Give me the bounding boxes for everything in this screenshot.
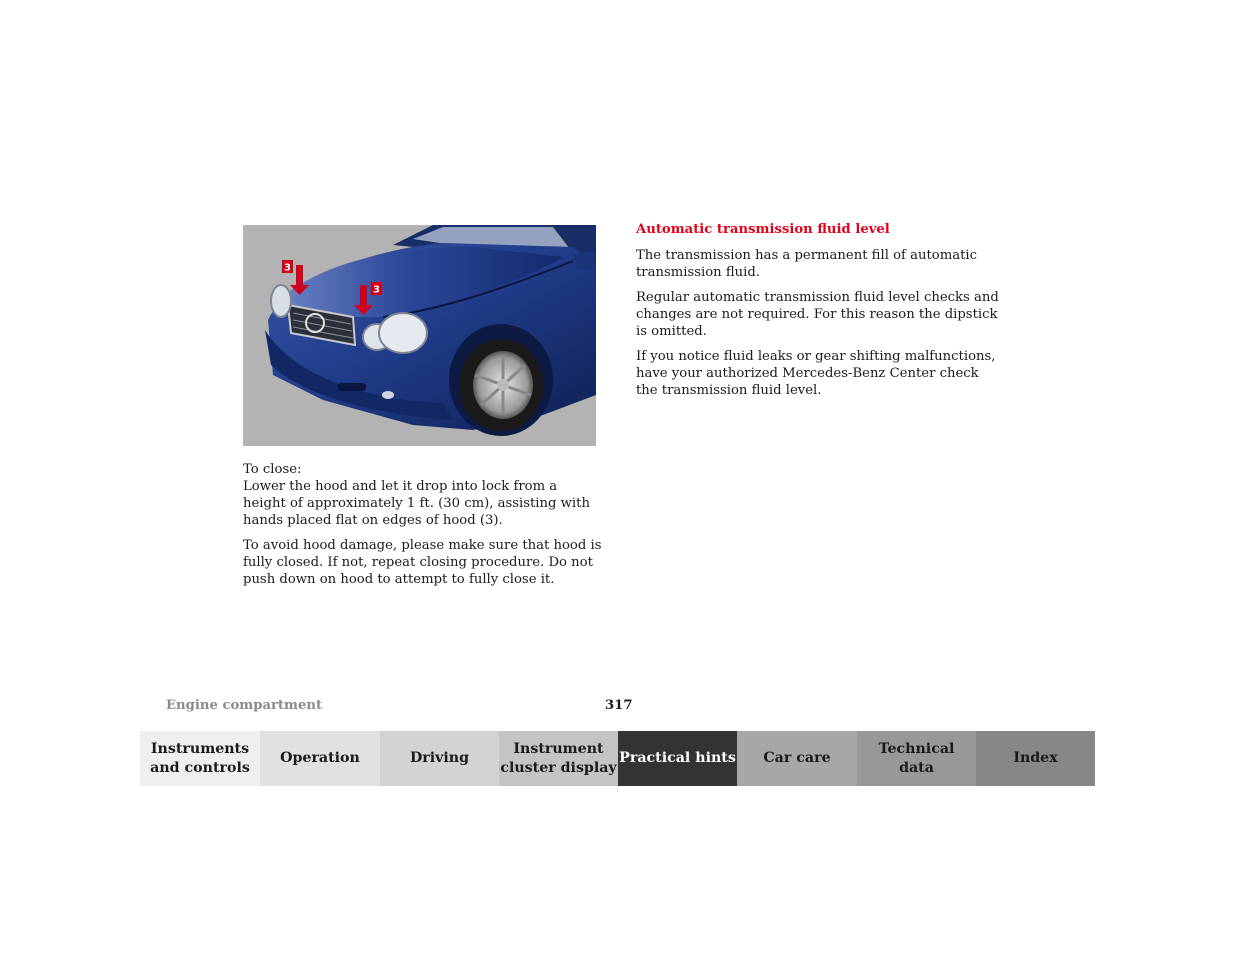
tab-instrument-cluster-display[interactable]: Instrument cluster display xyxy=(499,731,618,786)
callout-3-left: 3 xyxy=(284,262,291,274)
tab-driving[interactable]: Driving xyxy=(380,731,499,786)
fluid-paragraph-2: Regular automatic transmission fluid level checks and changes are not required. For this reason the dipstick is omitted. xyxy=(636,290,999,339)
closing-paragraph xyxy=(243,461,603,529)
hood-damage-note: To avoid hood damage, please make sure that hood is fully closed. If not, repeat closing procedure. Do not push down on hood to attempt to fully close it. xyxy=(243,538,602,587)
tab-practical-hints[interactable]: Practical hints xyxy=(618,731,737,786)
tab-operation[interactable]: Operation xyxy=(260,731,380,786)
tab-instruments-and-controls[interactable]: Instruments and controls xyxy=(140,731,260,786)
callout-3-right: 3 xyxy=(373,284,380,296)
tab-technical-data[interactable]: Technical data xyxy=(857,731,976,786)
page-number: 317 xyxy=(605,698,633,713)
tab-car-care[interactable]: Car care xyxy=(737,731,857,786)
closing-steps: Lower the hood and let it drop into lock from a height of approximately 1 ft. (30 cm), assisting with hands placed flat on edges of hood (3). xyxy=(243,479,590,528)
transmission-fluid-section xyxy=(636,221,1001,407)
chapter-nav xyxy=(140,731,1095,786)
car-front-drawing xyxy=(243,225,596,446)
section-title: Engine compartment xyxy=(166,698,323,713)
section-heading: Automatic transmission fluid level xyxy=(636,222,890,237)
to-close-label: To close: xyxy=(243,462,302,477)
closing-instructions xyxy=(243,461,603,596)
fluid-paragraph-3: If you notice fluid leaks or gear shifting malfunctions, have your authorized Mercedes-Benz Center check the transmission fluid level. xyxy=(636,349,996,398)
fluid-paragraph-1: The transmission has a permanent fill of automatic transmission fluid. xyxy=(636,248,977,280)
car-hood-illustration xyxy=(243,225,596,446)
tab-index[interactable]: Index xyxy=(976,731,1095,786)
